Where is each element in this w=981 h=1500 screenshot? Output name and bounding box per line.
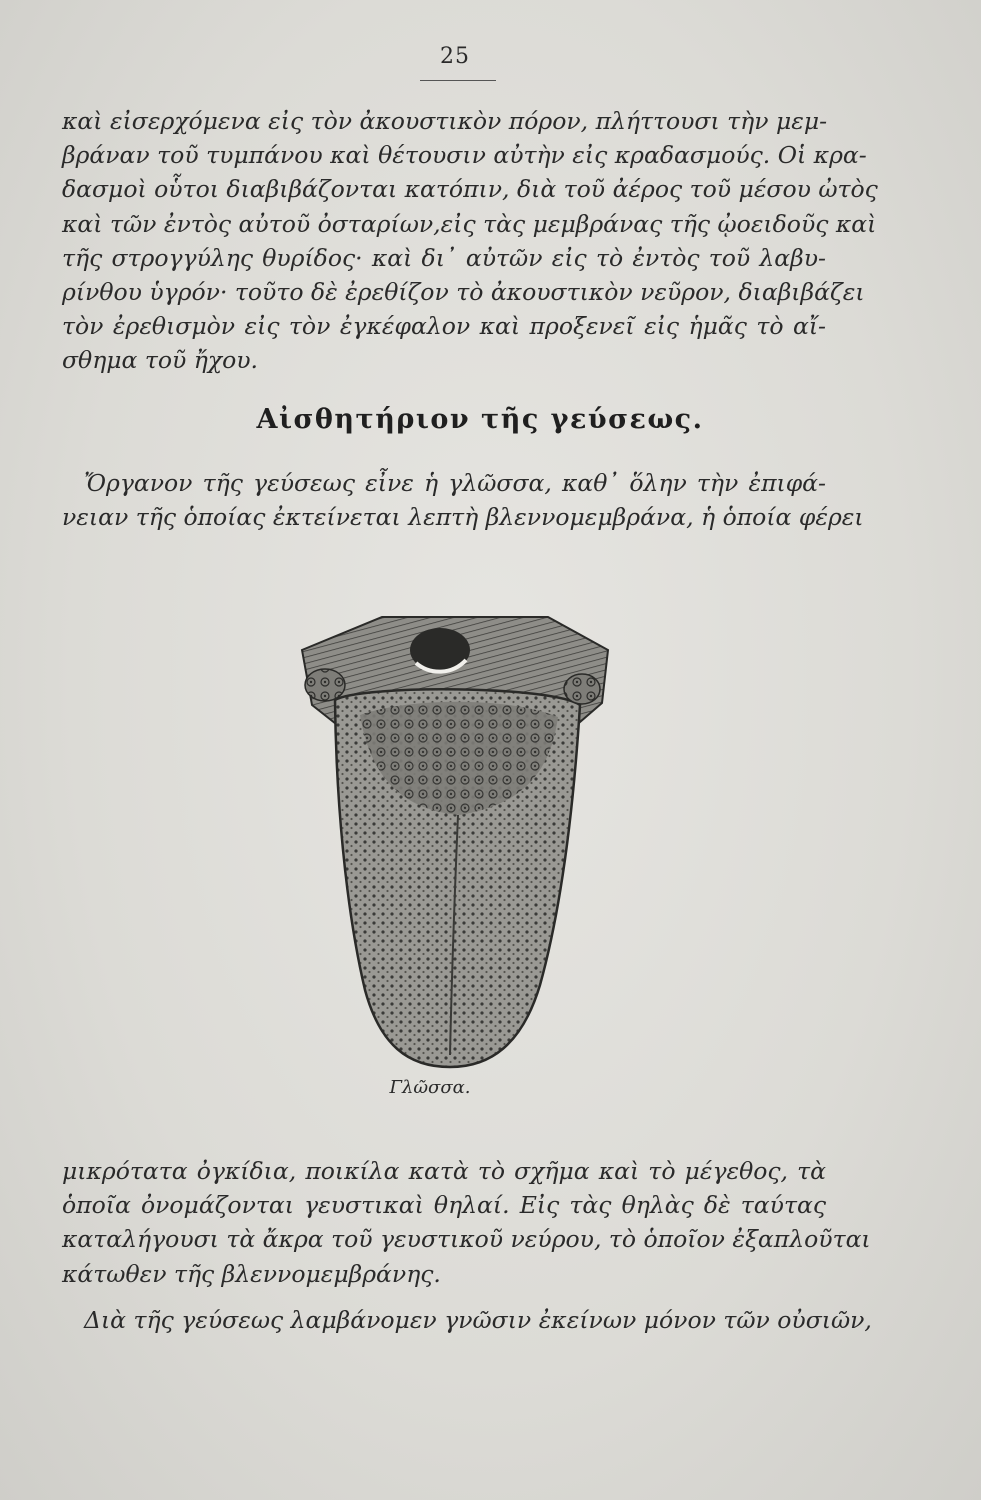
text-line: τῆς στρογγύλης θυρίδος· καὶ δι᾽ αὐτῶν εἰς τὸ ἐντὸς τοῦ λαβυ- xyxy=(62,243,826,272)
text-line: Διὰ τῆς γεύσεως λαμβάνομεν γνῶσιν ἐκείνων μόνον τῶν οὐσιῶν, xyxy=(84,1306,872,1334)
section-heading: Αἰσθητήριον τῆς γεύσεως. xyxy=(256,404,704,435)
paragraph-papillae xyxy=(62,1154,871,1291)
text-line: βράναν τοῦ τυμπάνου καὶ θέτουσιν αὐτὴν εἰς κραδασμούς. Οἱ κρα- xyxy=(62,141,867,170)
page-number: 25 xyxy=(440,44,470,69)
text-line: σθημα τοῦ ἤχου. xyxy=(62,346,259,375)
text-line: δασμοὶ οὗτοι διαβιβάζονται κατόπιν, διὰ τοῦ ἀέρος τοῦ μέσου ὠτὸς xyxy=(62,175,878,204)
page-number-rule xyxy=(420,80,496,81)
text-line: καὶ τῶν ἐντὸς αὐτοῦ ὀσταρίων,εἰς τὰς μεμβράνας τῆς ᾠοειδοῦς καὶ xyxy=(62,209,877,238)
text-line: τὸν ἐρεθισμὸν εἰς τὸν ἐγκέφαλον καὶ προξενεῖ εἰς ἡμᾶς τὸ αἴ- xyxy=(62,312,826,341)
text-line: κάτωθεν τῆς βλεννομεμβράνης. xyxy=(62,1259,441,1288)
paragraph-hearing xyxy=(62,104,878,378)
text-line: καταλήγουσι τὰ ἄκρα τοῦ γευστικοῦ νεύρου, τὸ ὁποῖον ἐξαπλοῦται xyxy=(62,1225,871,1254)
text-line: ρίνθου ὑγρόν· τοῦτο δὲ ἐρεθίζον τὸ ἀκουστικὸν νεῦρον, διαβιβάζει xyxy=(62,278,865,307)
text-line: καὶ εἰσερχόμενα εἰς τὸν ἀκουστικὸν πόρον, πλήττουσι τὴν μεμ- xyxy=(62,107,828,135)
text-line: νειαν τῆς ὁποίας ἐκτείνεται λεπτὴ βλεννομεμβράνα, ἡ ὁποία φέρει xyxy=(62,503,864,532)
tongue-illustration xyxy=(290,605,630,1075)
text-line: μικρότατα ὀγκίδια, ποικίλα κατὰ τὸ σχῆμα καὶ τὸ μέγεθος, τὰ xyxy=(62,1157,826,1185)
paragraph-taste-knowledge xyxy=(62,1303,872,1337)
text-line: ὁποῖα ὀνομάζονται γευστικαὶ θηλαί. Εἰς τὰς θηλὰς δὲ ταύτας xyxy=(62,1191,826,1220)
paragraph-taste-organ xyxy=(62,466,864,534)
text-line: Ὄργανον τῆς γεύσεως εἶνε ἡ γλῶσσα, καθ᾽ ὅλην τὴν ἐπιφά- xyxy=(84,469,826,497)
figure-caption: Γλῶσσα. xyxy=(389,1077,471,1098)
